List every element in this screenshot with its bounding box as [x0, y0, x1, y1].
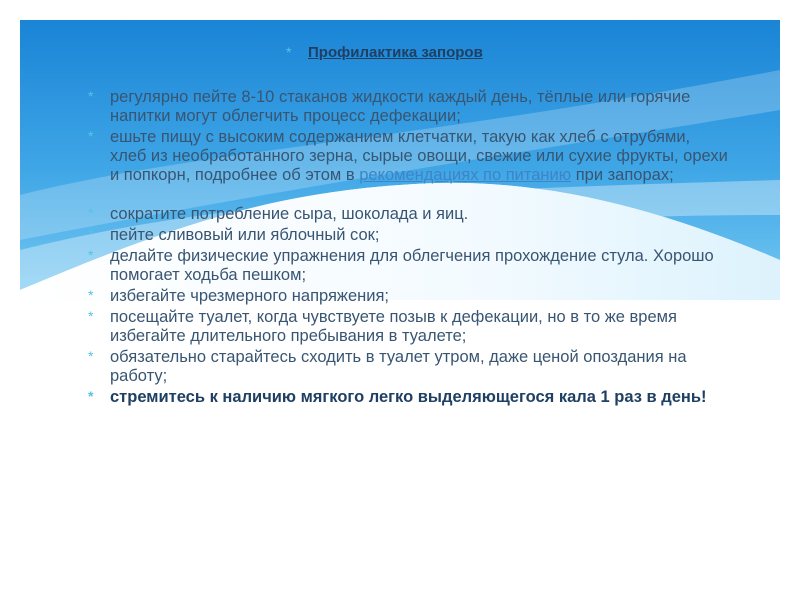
bullet-icon: * — [88, 247, 94, 263]
list-item-text: ешьте пищу с высоким содержанием клетчатки, такую как хлеб с отрубями, хлеб из необработанного зерна, сырые овощи, свежие или сухие фрукты, орехи и попкорн, подробнее об этом в — [110, 128, 728, 184]
list-item-juice — [88, 226, 728, 245]
list-item-text: стремитесь к наличию мягкого легко выделяющегося кала 1 раз в день! — [110, 388, 707, 406]
list-item-fiber — [88, 128, 728, 185]
list-item-exercise — [88, 247, 728, 285]
bullet-icon: * — [88, 205, 94, 221]
bullet-icon: * — [88, 88, 94, 104]
list-item-text: обязательно старайтесь сходить в туалет утром, даже ценой опоздания на работу; — [110, 348, 687, 385]
list-item-toilet-urge — [88, 308, 728, 346]
list-item-text: регулярно пейте 8-10 стаканов жидкости каждый день, тёплые или горячие напитки могут облегчить процесс дефекации; — [110, 88, 691, 125]
list-item-text: избегайте чрезмерного напряжения; — [110, 287, 389, 305]
bullet-icon: * — [88, 348, 94, 364]
list-item-text: посещайте туалет, когда чувствуете позыв к дефекации, но в то же время избегайте длительного пребывания в туалете; — [110, 308, 677, 345]
list-item-text: делайте физические упражнения для облегчения прохождение стула. Хорошо помогает ходьба пешком; — [110, 247, 714, 284]
list-item-reduce-cheese — [88, 205, 728, 224]
list-item-morning — [88, 348, 728, 386]
bullet-icon: * — [286, 44, 292, 60]
list-item-goal — [88, 388, 728, 407]
title-row — [286, 44, 483, 61]
bullet-icon: * — [88, 388, 94, 404]
list-item-fluids — [88, 88, 728, 126]
list-item-text: сократите потребление сыра, шоколада и яиц. — [110, 205, 469, 223]
list-item-avoid-strain — [88, 287, 728, 306]
slide-title: Профилактика запоров — [308, 44, 483, 61]
bullet-icon: * — [88, 128, 94, 144]
advice-list — [88, 88, 728, 409]
bullet-icon: * — [88, 226, 94, 242]
bullet-icon: * — [88, 287, 94, 303]
list-item-text-after: при запорах; — [571, 166, 674, 184]
list-item-text: пейте сливовый или яблочный сок; — [110, 226, 380, 244]
nutrition-recommendations-link[interactable]: рекомендациях по питанию — [359, 166, 572, 184]
bullet-icon: * — [88, 308, 94, 324]
